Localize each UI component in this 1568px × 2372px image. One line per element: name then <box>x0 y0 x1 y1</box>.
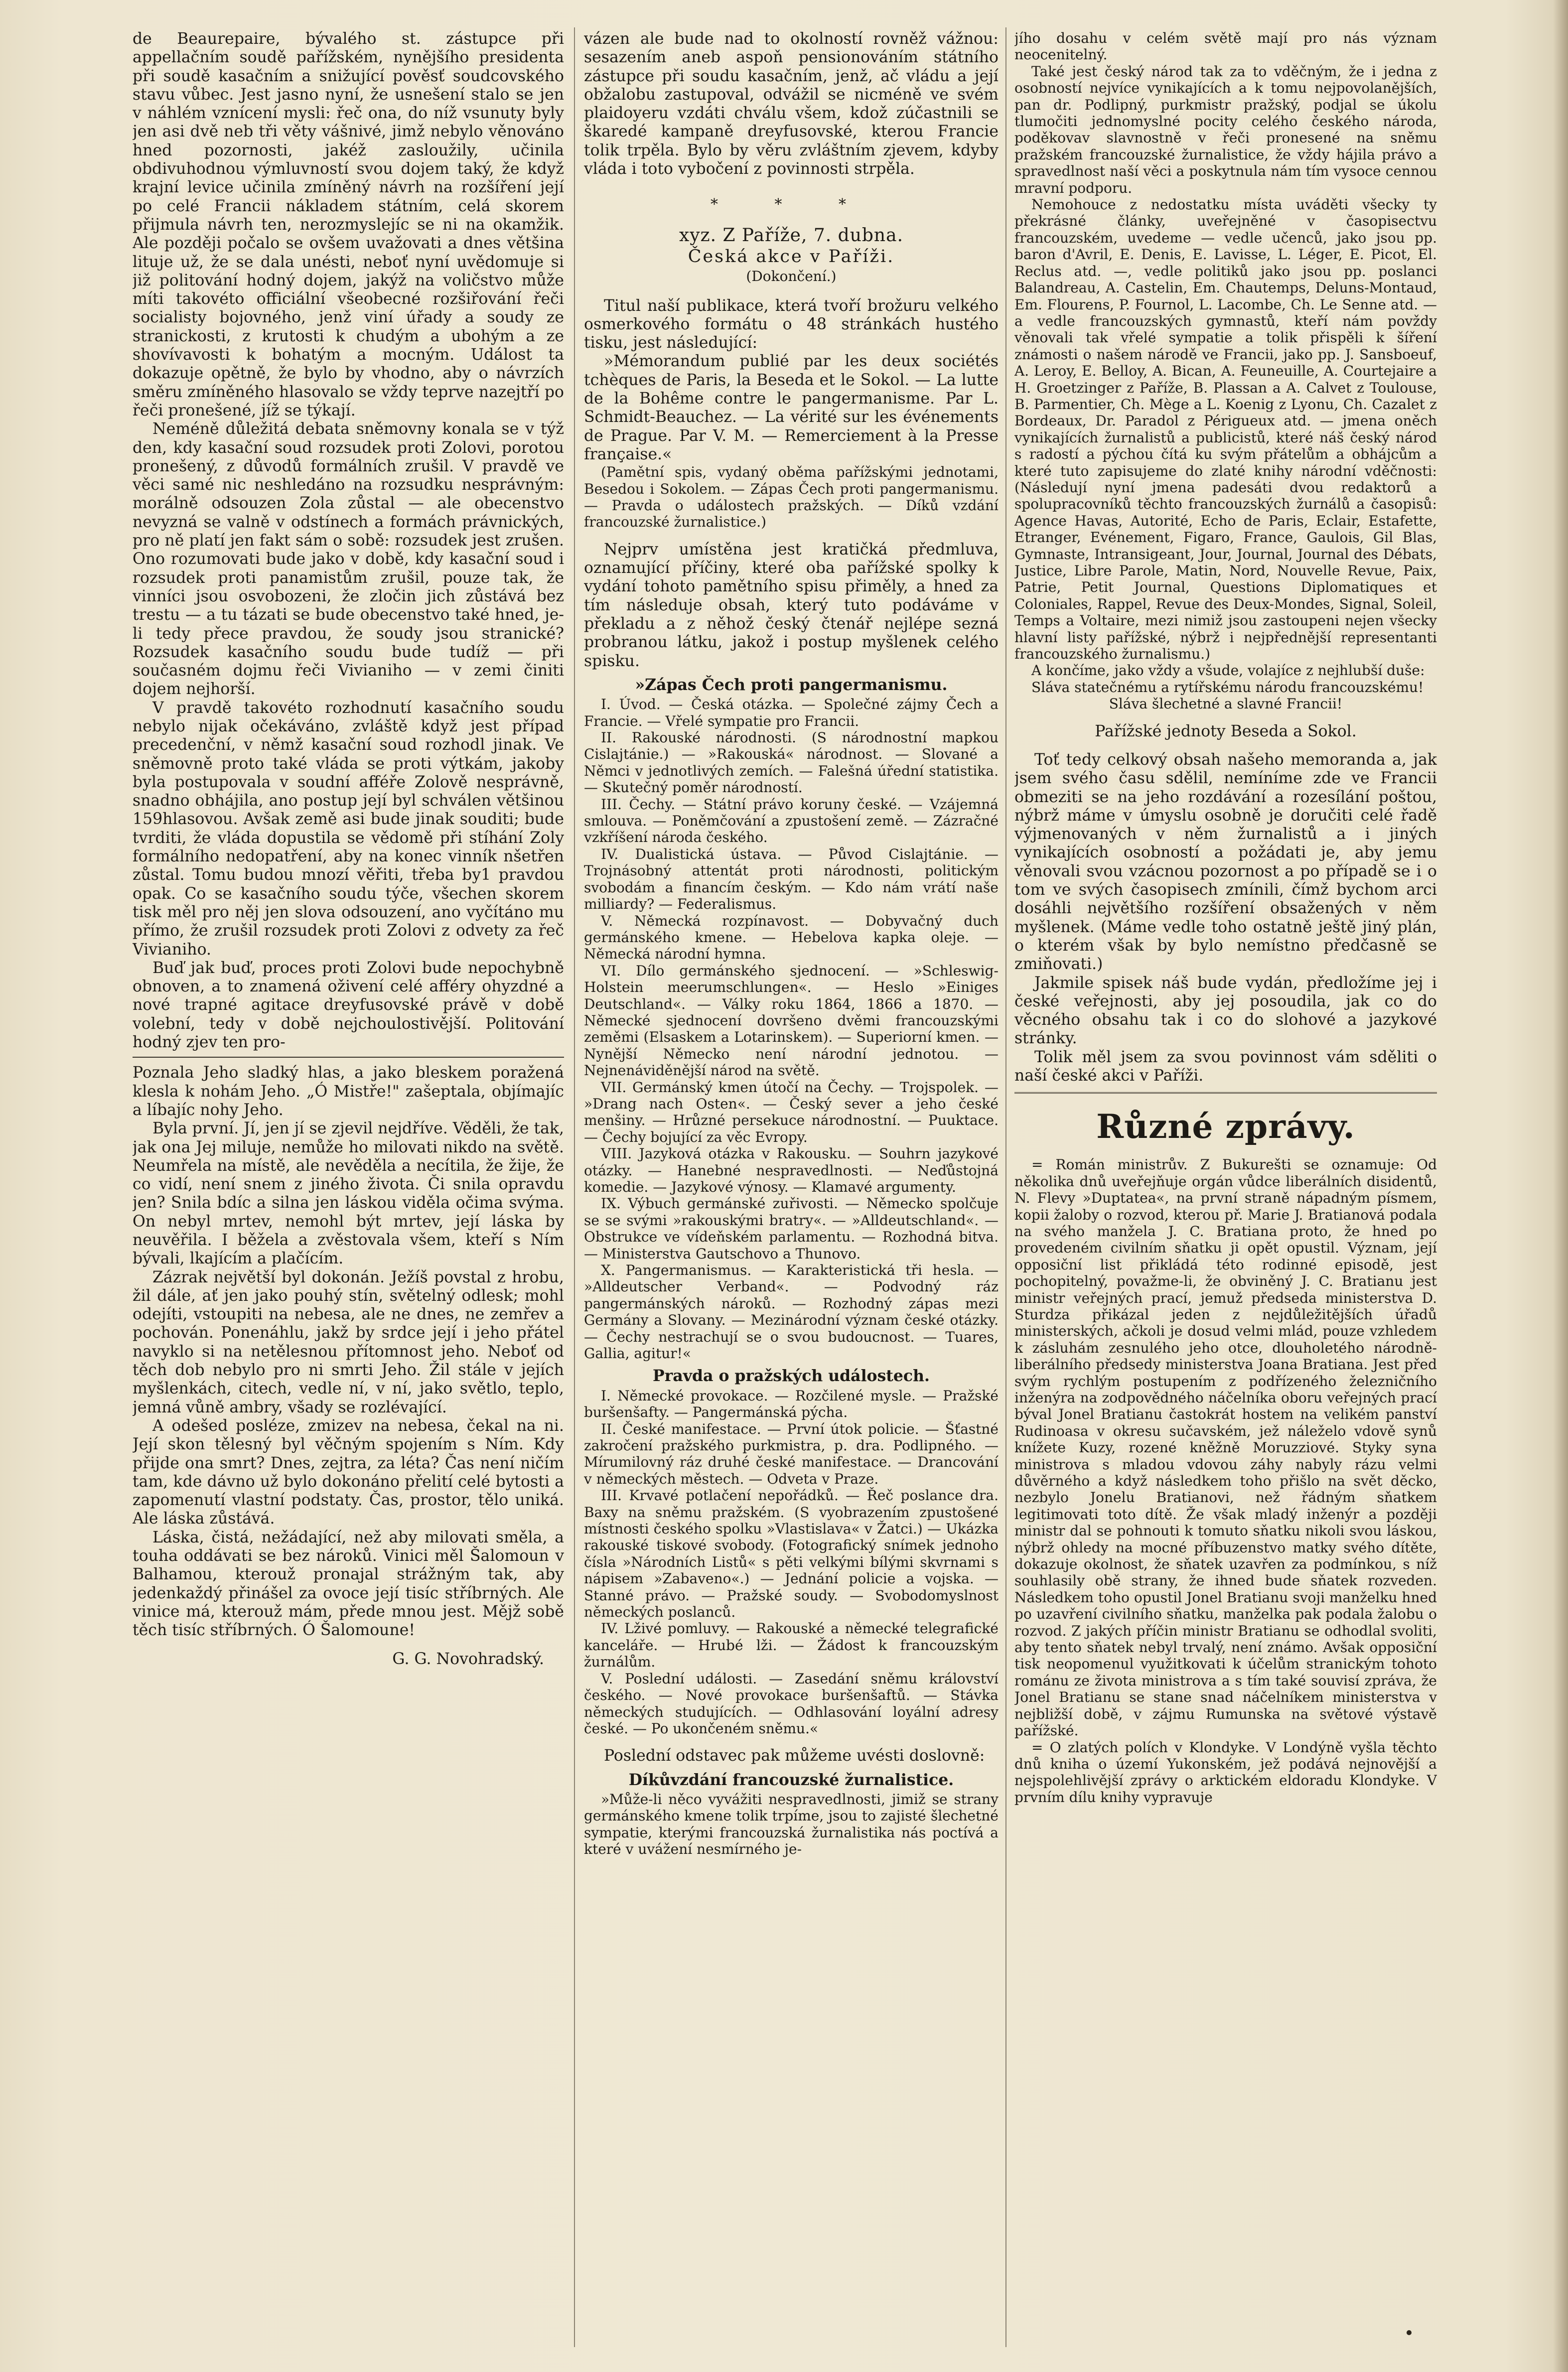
toc-item: IV. Dualistická ústava. — Původ Cislajtánie. — Trojnásobný attentát proti národnosti, politickým svobodám a financím českým. — Kdo nám vrátí naše milliardy? — Federalismus. <box>584 845 998 913</box>
toc-item: II. České manifestace. — První útok policie. — Šťastné zakročení pražského purkmistra, p. dra. Podlipného. — Mírumilovný ráz druhé české manifestace. — Drancování v německých městech. — Odveta v Praze. <box>584 1420 998 1487</box>
article-paragraph: Jakmile spisek náš bude vydán, předložíme jej i české veřejnosti, aby jej posoudila, jak co do věcného obsahu tak i co do slohové a jazykové stránky. <box>1014 974 1437 1048</box>
news-item: = Román ministrův. Z Bukurešti se oznamuje: Od několika dnů uveřejňuje orgán vůdce liberálních disidentů, N. Flevy »Duptatea«, na první straně nápadným písmem, kopii žaloby o rozvod, kterou př. Marie J. Bratianová podala na svého manžela J. C. Bratiana proto, že hned po provedeném civilním sňatku ji opět opustil. Význam, její opposiční list přikládá této rodinné episodě, jest pochopitelný, považme-li, že obviněný J. C. Bratianu jest ministr veřejných prací, jemuž předseda ministerstva D. Sturdza přikázal jeden z nejdůležitějších úřadů ministerských, ačkoli je dosud velmi mlád, pouze vzhledem k zásluhám zesnulého jeho otce, dlouholetého národně-liberálního předsedy ministerstva Joana Bratiana. Jest před svým rychlým postupením z podřízeného železničního inženýra na zodpovědného náčelníka oboru veřejných prací býval Jonel Bratianu častokrát hostem na velikém panství Rudinoasa v okresu sučavském, jež náleželo vdově synů knížete Kuzy, rozené kněžně Moruzziové. Styky syna ministrova s mladou vdovou záhy nabyly rázu velmi důvěrného a když následkem toho přišlo na svět děcko, nezbylo Jonelu Bratianovi, než řádným sňatkem legitimovati toto dítě. Že však mladý inženýr a později ministr dal se pohnouti k tomuto sňatku nikoli svou láskou, nýbrž ohledy na mocné příbuzenstvo matky svého dítěte, dokazuje okolnost, že sňatek uzavřen za podmínkou, s níž souhlasily obě strany, že ihned bude sňatek rozveden. Následkem toho opustil Jonel Bratianu svoji manželku hned po uzavření civilního sňatku, manželka pak podala žalobu o rozvod. Z jakých příčin ministr Bratianu se odhodlal svoliti, aby tento sňatek nebyl trvalý, není známo. Avšak opposiční tisk neopomenul využitkovati k účelům stranickým tohoto románu ze života ministrova a s tím také souvisí zpráva, že Jonel Bratianu se stane snad náčelníkem ministerstva v nejbližší době, v zájmu Rumunska na světové výstavě pařížské. <box>1014 1156 1437 1739</box>
toc-item: I. Úvod. — Česká otázka. — Společné zájmy Čech a Francie. — Vřelé sympatie pro Francii. <box>584 696 998 729</box>
thanks-heading: Díkůvzdání francouzské žurnalistice. <box>628 1770 954 1789</box>
section-divider <box>133 1057 564 1058</box>
toc-item: V. Německá rozpínavost. — Dobyvačný duch germánského kmene. — Hebelova kapka oleje. — Německá národní hymna. <box>584 912 998 963</box>
article-paragraph: »Mémorandum publié par les deux sociétés tchèques de Paris, la Beseda et le Sokol. — La lutte de la Bohême contre le pangermanisme. Par L. Schmidt-Beauchez. — La vérité sur les événements de Prague. Par V. M. — Remerciement à la Presse française.« <box>584 352 998 463</box>
story-paragraph: Poznala Jeho sladký hlas, a jako bleskem poražená klesla k nohám Jeho. „Ó Mistře!" zašeptala, objímajíc a líbajíc nohy Jeho. <box>133 1064 564 1119</box>
toc-item: VIII. Jazyková otázka v Rakousku. — Souhrn jazykové otázky. — Hanebné nespravedlnosti. — Neďůstojná komedie. — Jazykové výnosy. — Klamavé argumenty. <box>584 1145 998 1196</box>
article-paragraph: de Beaurepaire, bývalého st. zástupce při appellačním soudě pařížském, nynějšího presidenta při soudě kasačním a snižující pověsť soudcovského stavu vůbec. Jest jasno nyní, že usnešení stalo se jen v náhlém vznícení mysli: řeč ona, do níž vsunuty byly jen asi dvě neb tři věty vášnivé, jimž nebylo věnováno hned pozornosti, jakéž zasloužily, učinila obdivuhodnou výmluvností svou dojem taký, že když krajní levice učinila zmíněný návrh na rozšíření její po celé Francii nákladem státním, celá skorem přijmula návrh ten, nerozmyslejíc se ni na okamžik. Ale později počalo se ovšem uvažovati a dnes většina lituje už, že se dala unésti, neboť nyní uvědomuje si již politování hodný dojem, jakýž na voličstvo může míti takovéto officiální všeobecné rozšiřování řeči socialisty bojovného, jenž viní úřady a soudy ze stranickosti, z krutosti k chudým a ubohým a ze shovívavosti k bohatým a mocným. Událost ta dokazuje opětně, že bylo by vhodno, aby o návrzích směru zmíněného hlasovalo se vždy teprve nazejtří po řeči pronešené, jíž se týkají. <box>133 30 564 419</box>
column-middle <box>584 30 998 2352</box>
article-paragraph: Nejprv umístěna jest kratičká předmluva, oznamující příčiny, které oba pařížské spolky k vydání tohoto pamětního spisu přiměly, a hned za tím následuje obsah, který tuto podáváme v překladu a z něhož český čtenář nejlépe sezná probranou látku, jakož i postup myšlenek celého spisku. <box>584 540 998 670</box>
toc-item: VII. Germánský kmen útočí na Čechy. — Trojspolek. — »Drang nach Osten«. — Český sever a jeho české menšiny. — Hrůzné persekuce národnostní. — Puuktace. — Čechy bojující za věc Evropy. <box>584 1079 998 1145</box>
toc-item: X. Pangermanismus. — Karakteristická tři hesla. — »Alldeutscher Verband«. — Podvodný ráz pangermánských nároků. — Rozhodný zápas mezi Germány a Slovany. — Mezinárodní význam české otázky. — Čechy nestrachují se o svou budoucnost. — Tuares, Gallia, agitur!« <box>584 1262 998 1362</box>
column-divider <box>1005 27 1006 2347</box>
article-paragraph: Tolik měl jsem za svou povinnost vám sděliti o naší české akci v Paříži. <box>1014 1048 1437 1085</box>
article-paragraph: Poslední odstavec pak můžeme uvésti doslovně: <box>604 1747 985 1765</box>
news-item: = O zlatých polích v Klondyke. V Londýně vyšla těchto dnů kniha o území Yukonském, jež podává nejnovější a nejspolehlivější zprávy o arktickém eldoradu Klondyke. V prvním dílu knihy vypravuje <box>1014 1739 1437 1806</box>
spacer <box>133 1640 564 1650</box>
story-paragraph: Láska, čistá, nežádající, než aby milovati směla, a touha oddávati se bez nároků. Vinici měl Šalomoun v Balhamou, kterouž pronajal strážným tak, aby jedenkaždý přinášel za ovoce její tisíc stříbrných. Ale vinice má, kterouž mám, přede mnou jest. Mějž sobě těch tisíc stříbrných. Ó Šalomoune! <box>133 1528 564 1640</box>
toc-item: III. Čechy. — Státní právo koruny české. — Vzájemná smlouva. — Poněmčování a zpustošení země. — Zázračné vzkříšení národa českého. <box>584 796 998 846</box>
article-paragraph: vázen ale bude nad to okolností rovněž vážnou: sesazením aneb aspoň pensionováním státního zástupce při soudu kasačním, jenž, ač vládu a její obžalobu zastupoval, odvážil se nicméně ve svém plaidoyeru vzdáti chválu všem, kdož zúčastnili se škaredé kampaně dreyfusovské, kterou Francie tolik trpěla. Bylo by věru zvláštním zjevem, kdyby vláda i toto vybočení z povinnosti strpěla. <box>584 30 998 178</box>
story-paragraph: Byla první. Jí, jen jí se zjevil nejdříve. Věděli, že tak, jak ona Jej miluje, nemůže ho milovati nikdo na světě. Neumřela na místě, ale nevěděla a necítila, že žije, že co vidí, není snem z jiného života. Či snila opravdu jen? Snila bdíc a silna jen láskou viděla očima svýma. On nebyl mrtev, nemohl být mrtev, její láska by neuvěřila. I běžela a zvěstovala všem, kteří s Ním bývali, lkajícím a plačícím. <box>133 1119 564 1268</box>
article-paragraph: Neméně důležitá debata sněmovny konala se v týž den, kdy kasační soud rozsudek proti Zolovi, porotou pronešený, z důvodů formálních zrušil. V pravdě ve věci samé nic neshledáno na rozsudku nesprávným: morálně odsouzen Zola zůstal — ale obecenstvo nevyzná se valně v odstínech a formách právnických, pro ně platí jen fakt sám o sobě: rozsudek jest zrušen. Ono rozumovati bude jako v době, kdy kasační soud i rozsudek proti panamistům zrušil, pouze tak, že vinníci jsou osvobozeni, že zločin jich zůstává bez trestu — a tu tázati se bude obecenstvo také hned, je-li tedy přece pravdou, že soudy jsou stranické? Rozsudek kasačního soudu bude tudíž — při současném dojmu řeči Vivianiho — v zemi činiti dojem nejhorší. <box>133 420 564 698</box>
story-paragraph: Zázrak největší byl dokonán. Ježíš povstal z hrobu, žil dále, ať jen jako pouhý stín, světelný odlesk; mohl odejíti, vstoupiti na nebesa, ale ne dnes, ne zemřev a pochován. Ponenáhlu, jakž by srdce její i jeho přátel navyklo si na netělesnou přítomnost jeho. Neboť od těch dob nebylo pro ni smrti Jeho. Žil stále v jejích myšlenkách, citech, vedle ní, v ní, jako světlo, teplo, jemná vůně ambry, všady se rozlévající. <box>133 1268 564 1416</box>
section-divider <box>1014 1092 1437 1094</box>
toc-item: II. Rakouské národnosti. (S národnostní mapkou Cislajtánie.) — »Rakouská« národnost. — Slované a Němci v jednotlivých zemích. — Falešná úřední statistika. — Skutečný poměr národností. <box>584 729 998 796</box>
article-paragraph: Buď jak buď, proces proti Zolovi bude nepochybně obnoven, a to znamená oživení celé afféry ohyzdné a nové trapné agitace dreyfusovské právě v době volební, tedy v době nejchoulostivější. Politování hodný zjev ten pro- <box>133 959 564 1052</box>
spacer <box>584 1737 998 1747</box>
separator-stars: * * * <box>710 196 872 214</box>
article-paragraph: Také jest český národ tak za to vděčným, že i jedna z osobností nejvíce vynikajících a k tomu nejpovolanějších, pan dr. Podlipný, purkmistr pražský, podjal se úkolu tlumočiti jednomyslné pocity celého českého národa, poděkovav slavnostně v řeči pronesené na sněmu pražském francouzské žurnalistice, že vždy hájila právo a spravedlnost naší věci a poskytnula nám tím vysoce cennou mravní podporu. <box>1014 63 1437 196</box>
article-paragraph: A končíme, jako vždy a všude, volajíce z nejhlubší duše: <box>1031 662 1425 679</box>
toc-heading: Pravda o pražských událostech. <box>653 1367 930 1386</box>
news-section-title: Různé zprávy. <box>1096 1107 1355 1146</box>
column-right <box>1014 30 1437 2352</box>
article-paragraph: Nemohouce z nedostatku místa uváděti všecky ty překrásné články, uveřejněné v časopisectvu francouzském, uvedeme — vedle učenců, jako jsou pp. baron d'Avril, E. Denis, E. Lavisse, L. Léger, E. Picot, El. Reclus atd. —, vedle politiků jako jsou pp. poslanci Balandreau, A. Castelin, Em. Chautemps, Deluns-Montaud, Em. Flourens, P. Fournol, L. Lacombe, Ch. Le Senne atd. — a vedle francouzských gymnastů, kteří nám povždy věnovali tak vřelé sympatie a tolik přispěli k šíření známosti o našem národě ve Francii, jako pp. J. Sansboeuf, A. Leroy, E. Belloy, A. Bican, A. Feuneuille, A. Courtejaire a H. Groetzinger z Paříže, B. Plassan a A. Calvet z Toulouse, B. Parmentier, Ch. Mège a L. Koenig z Lyonu, Ch. Cazalet z Bordeaux, Dr. Paradol z Périgueux atd. — jmena oněch vynikajících žurnalistů a publicistů, které náš český národ s radostí a pýchou čítá ku svým přátelům a obhájcům a které tuto zapisujeme do zlaté knihy národní vděčnosti: (Následují nyní jmena padesáti dvou redaktorů a spolupracovníků těchto francouzských žurnálů a časopisů: Agence Havas, Autorité, Echo de Paris, Eclair, Estafette, Etranger, Evénement, Figaro, France, Gaulois, Gil Blas, Gymnaste, Intransigeant, Jour, Journal, Journal des Débats, Justice, Libre Parole, Matin, Nord, Nouvelle Revue, Paix, Patrie, Petit Journal, Questions Diplomatiques et Coloniales, Rappel, Revue des Deux-Mondes, Signal, Soleil, Temps a Voltaire, mezi nimiž jsou zastoupeni nejen všecky hlavní listy pařížské, nýbrž i nejpřednější representanti francouzského žurnalismu.) <box>1014 196 1437 663</box>
article-paragraph: Titul naší publikace, která tvoří brožuru velkého osmerkového formátu o 48 stránkách hustého tisku, jest následující: <box>584 296 998 352</box>
column-divider <box>574 27 575 2347</box>
article-paragraph: Toť tedy celkový obsah našeho memoranda a, jak jsem svého času sdělil, nemíníme zde ve Francii obmeziti se na jeho rozdávání a rozesílání poštou, nýbrž máme v úmyslu osobně je doručiti celé řadě výjmenovaných v něm žurnalistů a i jiných vynikajících osobností a požádati je, aby jemu věnovali svou vzácnou pozornost a po případě se i o tom ve svých časopisech zmínili, čímž bychom arci dosáhli největšího rozšíření obsažených v něm myšlenek. (Máme vedle toho ostatně ještě jiný plán, o kterém však by bylo nemístno předčasně se zmiňovati.) <box>1014 750 1437 974</box>
dateline: xyz. Z Paříže, 7. dubna. <box>679 225 904 246</box>
story-signature: G. G. Novohradský. <box>392 1650 544 1668</box>
article-paragraph: »Může-li něco vyvážiti nespravedlnosti, jimiž se strany germánského kmene tolik trpíme, jsou to zajisté šlechetné sympatie, kterými francouzská žurnalistika nás poctívá a které v uvážení nesmírného je- <box>584 1791 998 1858</box>
article-paragraph: (Pamětní spis, vydaný oběma pařížskými jednotami, Besedou i Sokolem. — Zápas Čech proti pangermanismu. — Pravda o událostech pražských. — Díků vzdání francouzské žurnalistice.) <box>584 464 998 531</box>
ink-dot <box>1407 2330 1412 2335</box>
toc-item: III. Krvavé potlačení nepořádků. — Řeč poslance dra. Baxy na sněmu pražském. (S vyobrazením zpustošené místnosti českého spolku »Vlastislava« v Žatci.) — Ukázka rakouské tiskové svobody. (Fotografický snímek jednoho čísla »Národních Listů« s pěti velkými bílými skvrnami s nápisem »Zabaveno«.) — Jednání policie a vojska. — Stanné právo. — Pražské soudy. — Svobodomyslnost německých poslanců. <box>584 1487 998 1621</box>
toc-item: IV. Lživé pomluvy. — Rakouské a německé telegrafické kanceláře. — Hrubé lži. — Žádost k francouzským žurnálům. <box>584 1620 998 1671</box>
toc-item: V. Poslední události. — Zasedání sněmu království českého. — Nové provokace buršenšaftů. — Stávka německých studujících. — Odhlasování loyální adresy české. — Po ukončeném sněmu.« <box>584 1670 998 1737</box>
column-left <box>133 30 564 2352</box>
toc-list <box>584 696 998 1362</box>
section-title: Česká akce v Paříži. <box>688 246 895 267</box>
toc-heading: »Zápas Čech proti pangermanismu. <box>635 675 948 694</box>
spacer <box>1014 712 1437 722</box>
article-paragraph: Sláva statečnému a rytířskému národu francouzskému! <box>1031 679 1424 696</box>
article-paragraph: jího dosahu v celém světě mají pro nás význam neocenitelný. <box>1014 30 1437 63</box>
toc-item: I. Německé provokace. — Rozčilené mysle. — Pražské buršenšafty. — Pangermánská pýcha. <box>584 1387 998 1421</box>
article-paragraph: V pravdě takovéto rozhodnutí kasačního soudu nebylo nijak očekáváno, zvláště když jest případ precedenční, v němž kasační soud rozhodl jinak. Ve sněmovně proto také vláda se proti výtkám, jakoby byla postupovala v soudní afféře Zolově nesprávně, snadno obhájila, ano postup její byl schválen většinou 159hlasovou. Avšak země asi bude jinak souditi; bude tvrditi, že vláda dopustila se vědomě při stíhání Zoly formálního nedopatření, aby na konec vinník nšetřen zůstal. Tomu budou mnozí věřiti, třeba by1 pravdou opak. Co se kasačního soudu týče, všechen skorem tisk měl pro něj jen slova odsouzení, ano vyčítáno mu přímo, že zrušil rozsudek proti Zolovi z odvety za řeč Vivianiho. <box>133 698 564 959</box>
article-paragraph: Sláva šlechetné a slavné Francii! <box>1109 696 1343 712</box>
spacer <box>584 531 998 541</box>
signoff: Pařížské jednoty Beseda a Sokol. <box>1095 722 1357 740</box>
toc-item: VI. Dílo germánského sjednocení. — »Schleswig-Holstein meerumschlungen«. — Heslo »Einiges Deutschland«. — Války roku 1864, 1866 a 1870. — Německé sjednocení dovršeno dvěmi francouzskými zeměmi (Elsaskem a Lotarinskem). — Superiorní kmen. — Nynější Německo není národní jednotou. — Nejnenáviděnější národ na světě. <box>584 962 998 1079</box>
story-paragraph: A odešed posléze, zmizev na nebesa, čekal na ni. Její skon tělesný byl věčným spojením s Ním. Kdy přijde ona smrt? Dnes, zejtra, za léta? Čas není ničím tam, kde dávno už bylo dokonáno přelití celé bytosti a zapomenutí vlastní podstaty. Čas, prostor, tělo uniká. Ale láska zůstává. <box>133 1416 564 1528</box>
toc-item: IX. Výbuch germánské zuřivosti. — Německo spolčuje se se svými »rakouskými bratry«. — »Alldeutschland«. — Obstrukce ve vídeňském parlamentu. — Rozhodná bitva. — Ministerstva Gautschovo a Thunovo. <box>584 1195 998 1262</box>
toc-list <box>584 1388 998 1737</box>
page-edge-shadow <box>1553 0 1568 2372</box>
spacer <box>1014 741 1437 751</box>
section-subtitle: (Dokončení.) <box>746 268 837 285</box>
